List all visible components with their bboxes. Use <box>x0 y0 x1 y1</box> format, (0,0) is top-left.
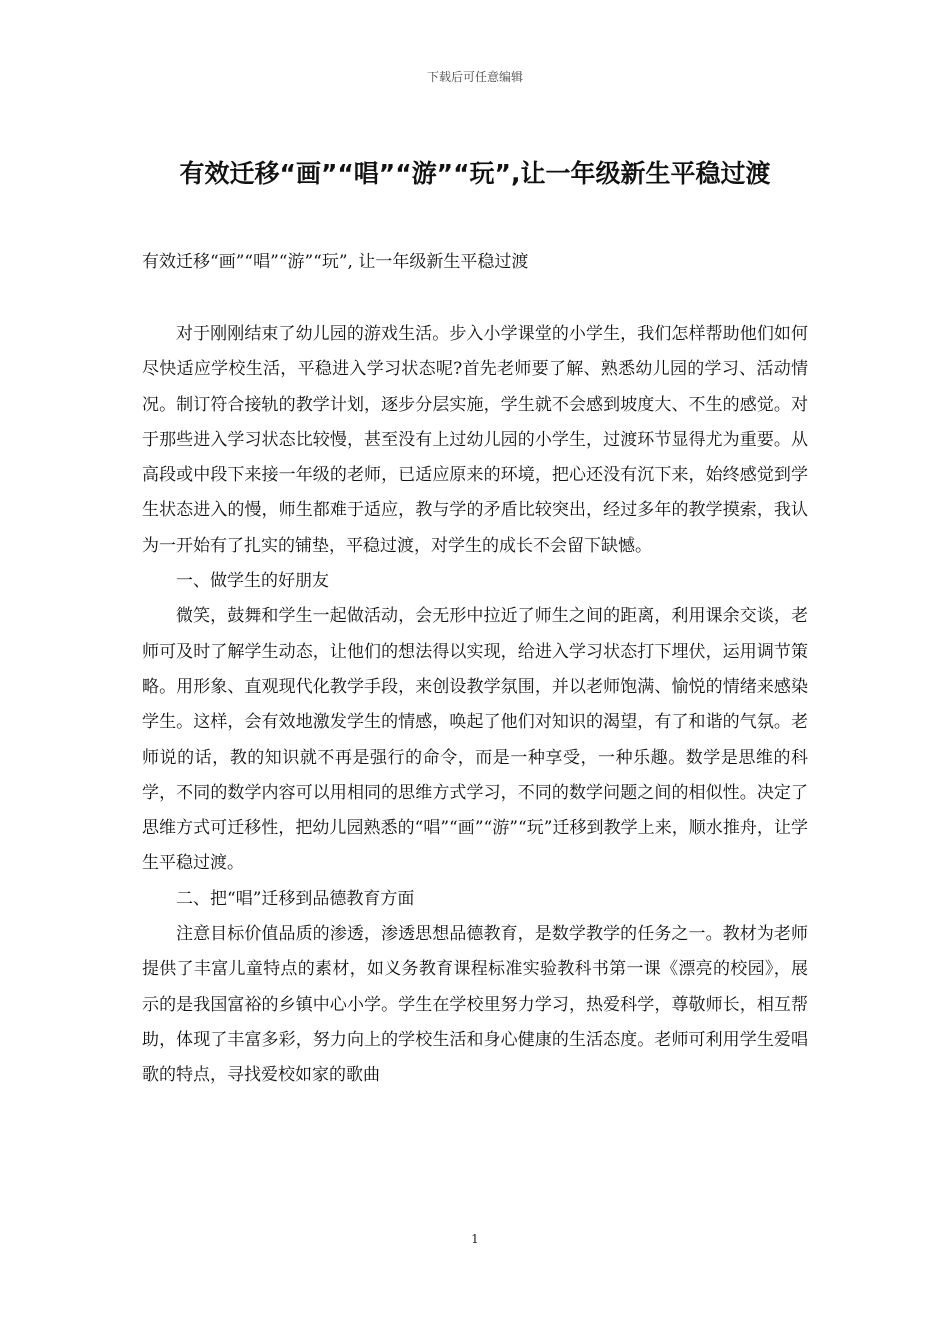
document-body <box>142 317 808 1094</box>
section-1-paragraph: 微笑，鼓舞和学生一起做活动，会无形中拉近了师生之间的距离，利用课余交谈，老师可及时了解学生动态，让他们的想法得以实现，给进入学习状态打下埋伏，运用调节策略。用形象、直观现代化教学手段，来创设教学氛围，并以老师饱满、愉悦的情绪来感染学生。这样，会有效地激发学生的情感，唤起了他们对知识的渴望，有了和谐的气氛。老师说的话，教的知识就不再是强行的命令，而是一种享受，一种乐趣。数学是思维的科学，不同的数学内容可以用相同的思维方式学习，不同的数学问题之间的相似性。决定了思维方式可迁移性，把幼儿园熟悉的“唱”“画”“游”“玩”迁移到教学上来，顺水推舟，让学生平稳过渡。 <box>142 606 808 874</box>
document-title: 有效迁移“画”“唱”“游”“玩”,让一年级新生平稳过渡 <box>179 159 771 188</box>
section-heading-2: 二、把“唱”迁移到品德教育方面 <box>176 888 415 909</box>
page-number: 1 <box>471 1232 479 1246</box>
section-heading-1: 一、做学生的好朋友 <box>176 571 329 592</box>
section-2-paragraph: 注意目标价值品质的渗透，渗透思想品德教育，是数学教学的任务之一。教材为老师提供了丰富儿童特点的素材，如义务教育课程标准实验教科书第一课《漂亮的校园》，展示的是我国富裕的乡镇中心小学。学生在学校里努力学习，热爱科学，尊敬师长，相互帮助，体现了丰富多彩，努力向上的学校生活和身心健康的生活态度。老师可利用学生爱唱歌的特点，寻找爱校如家的歌曲 <box>142 924 808 1086</box>
page-header: 下载后可任意编辑 <box>426 70 523 84</box>
intro-paragraph: 对于刚刚结束了幼儿园的游戏生活。步入小学课堂的小学生，我们怎样帮助他们如何尽快适应学校生活，平稳进入学习状态呢?首先老师要了解、熟悉幼儿园的学习、活动情况。制订符合接轨的教学计划，逐步分层实施，学生就不会感到坡度大、不生的感觉。对于那些进入学习状态比较慢，甚至没有上过幼儿园的小学生，过渡环节显得尤为重要。从高段或中段下来接一年级的老师，已适应原来的环境，把心还没有沉下来，始终感觉到学生状态进入的慢，师生都难于适应，教与学的矛盾比较突出，经过多年的教学摸索，我认为一开始有了扎实的铺垫，平稳过渡，对学生的成长不会留下缺憾。 <box>142 324 808 556</box>
document-subtitle: 有效迁移“画”“唱”“游”“玩”, 让一年级新生平稳过渡 <box>142 252 529 272</box>
